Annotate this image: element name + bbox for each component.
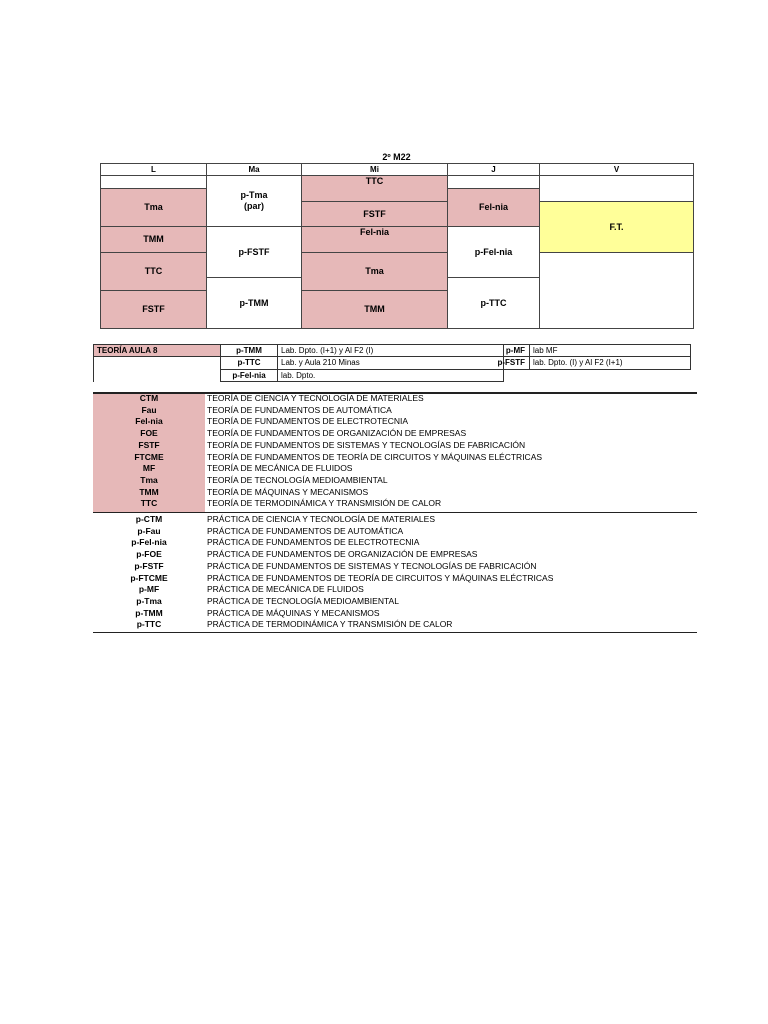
room-code-pfelnia: p-Fel-nia [232,371,266,380]
legend-desc: PRÁCTICA DE CIENCIA Y TECNOLOGÍA DE MATERIALES [207,514,435,524]
slot-ma-ptma-note: (par) [244,201,264,211]
rooms-border-right [690,344,691,370]
legend-abbr: Tma [140,474,158,485]
slot-j-pfelnia: p-Fel-nia [447,226,540,278]
legend-bottom-border [93,632,697,633]
legend-desc: TEORÍA DE FUNDAMENTOS DE AUTOMÁTICA [207,404,392,415]
day-header-l: L [100,163,207,176]
legend-row [93,595,697,607]
legend-desc: TEORÍA DE MECÁNICA DE FLUIDOS [207,463,353,474]
legend-row [93,427,697,439]
legend-desc: TEORÍA DE MÁQUINAS Y MECANISMOS [207,486,369,497]
room-place-ptmm: Lab. Dpto. (I+1) y Al F2 (I) [281,346,374,355]
legend-row [93,560,697,572]
slot-j-felnia: Fel-nia [447,188,540,227]
legend-abbr: p-CTM [135,514,163,524]
room-place-pfelnia: lab. Dpto. [281,371,316,380]
legend-desc: PRÁCTICA DE MÁQUINAS Y MECANISMOS [207,607,380,618]
slot-v-ft: F.T. [539,201,694,253]
legend-abbr: FTCME [134,451,164,462]
room-place-pmf: lab MF [533,346,558,355]
legend-row [93,607,697,619]
legend-row [93,415,697,427]
room-code-pfstf: p-FSTF [497,358,525,367]
schedule-grid [100,163,694,329]
legend-abbr: p-Fau [137,525,161,536]
legend-desc: PRÁCTICA DE TECNOLOGÍA MEDIOAMBIENTAL [207,595,399,606]
slot-l-tmm: TMM [100,226,207,253]
legend-row [93,486,697,498]
legend-abbr: Fau [141,404,157,415]
legend-row [93,548,697,560]
room-code-pttc: p-TTC [237,358,261,367]
legend-abbr: CTM [139,393,159,403]
slot-ma-ptma-label: p-Tma [240,190,268,201]
legend-row [93,618,697,630]
legend-row [93,525,697,537]
rooms-hline-3 [220,381,503,382]
legend-desc: TEORÍA DE TERMODINÁMICA Y TRANSMISIÓN DE CALOR [207,498,442,509]
legend-desc: PRÁCTICA DE MECÁNICA DE FLUIDOS [207,584,364,595]
legend-desc: PRÁCTICA DE FUNDAMENTOS DE SISTEMAS Y TECNOLOGÍAS DE FABRICACIÓN [207,560,537,571]
legend-desc: TEORÍA DE FUNDAMENTOS DE SISTEMAS Y TECNOLOGÍAS DE FABRICACIÓN [207,439,526,450]
legend-desc: TEORÍA DE FUNDAMENTOS DE ELECTROTECNIA [207,416,409,427]
legend-row [93,439,697,451]
legend-abbr: p-FOE [136,549,162,560]
legend-abbr: p-MF [138,584,160,595]
legend-abbr: FOE [140,428,158,439]
legend-abbr: p-FSTF [134,560,164,571]
legend-desc: PRÁCTICA DE TERMODINÁMICA Y TRANSMISIÓN DE CALOR [207,619,453,630]
legend-abbr: p-Tma [136,595,162,606]
slot-l-ttc: TTC [100,252,207,291]
room-code-ptmm: p-TMM [236,346,262,355]
legend-row [93,462,697,474]
rooms-table [93,344,691,382]
slot-ma-pfstf: p-FSTF [206,226,302,278]
slot-mi-tma: Tma [301,252,448,291]
legend-abbr: FSTF [138,439,160,450]
legend-abbr: TTC [140,498,158,509]
day-header-j: J [447,163,540,176]
legend-row [93,392,697,404]
slot-ma-ptmm: p-TMM [206,277,302,329]
day-header-ma: Ma [206,163,302,176]
legend-row [93,497,697,509]
legend-desc: TEORÍA DE TECNOLOGÍA MEDIOAMBIENTAL [207,474,388,485]
legend-desc: TEORÍA DE FUNDAMENTOS DE ORGANIZACIÓN DE EMPRESAS [207,428,467,439]
day-header-mi: Mi [301,163,448,176]
day-header-v: V [539,163,694,176]
teoria-aula-label: TEORÍA AULA 8 [94,345,220,356]
slot-j-pttc: p-TTC [447,277,540,329]
legend-row [93,536,697,548]
room-code-pmf: p-MF [505,346,525,355]
legend-abbr: p-TTC [136,619,162,630]
legend-abbr: p-Fel-nia [131,537,167,548]
slot-mi-ttc: TTC [301,175,448,202]
legend-desc: TEORÍA DE FUNDAMENTOS DE TEORÍA DE CIRCUITOS Y MÁQUINAS ELÉCTRICAS [207,451,543,462]
legend-row [93,513,697,525]
legend-row [93,583,697,595]
slot-l-tma: Tma [100,188,207,227]
room-place-pttc: Lab. y Aula 210 Minas [281,358,360,367]
legend-abbr: p-TMM [135,607,163,618]
schedule-title: 2º M22 [382,152,411,162]
legend-desc: PRÁCTICA DE FUNDAMENTOS DE TEORÍA DE CIRCUITOS Y MÁQUINAS ELÉCTRICAS [207,572,554,583]
slot-mi-tmm: TMM [301,290,448,329]
legend-row [93,451,697,463]
slot-j-0 [447,175,540,189]
legend-desc: PRÁCTICA DE FUNDAMENTOS DE ELECTROTECNIA [207,537,420,548]
legend-row [93,572,697,584]
legend-abbr: p-FTCME [130,572,168,583]
slot-v-2 [539,252,694,329]
legend-desc: PRÁCTICA DE FUNDAMENTOS DE AUTOMÁTICA [207,525,404,536]
room-place-pfstf: lab. Dpto. (I) y Al F2 (I+1) [533,358,623,367]
slot-ma-ptma [206,175,302,227]
legend-desc: PRÁCTICA DE FUNDAMENTOS DE ORGANIZACIÓN DE EMPRESAS [207,549,478,560]
slot-mi-fstf: FSTF [301,201,448,227]
legend-row [93,474,697,486]
slot-v-0 [539,175,694,202]
slot-l-0 [100,175,207,189]
legend-abbr: MF [142,463,156,474]
legend [93,392,697,634]
slot-mi-felnia: Fel-nia [301,226,448,253]
legend-row [93,404,697,416]
legend-abbr: TMM [139,486,159,497]
legend-desc: TEORÍA DE CIENCIA Y TECNOLOGÍA DE MATERIALES [207,393,424,403]
legend-abbr: Fel-nia [135,416,163,427]
slot-l-fstf: FSTF [100,290,207,329]
